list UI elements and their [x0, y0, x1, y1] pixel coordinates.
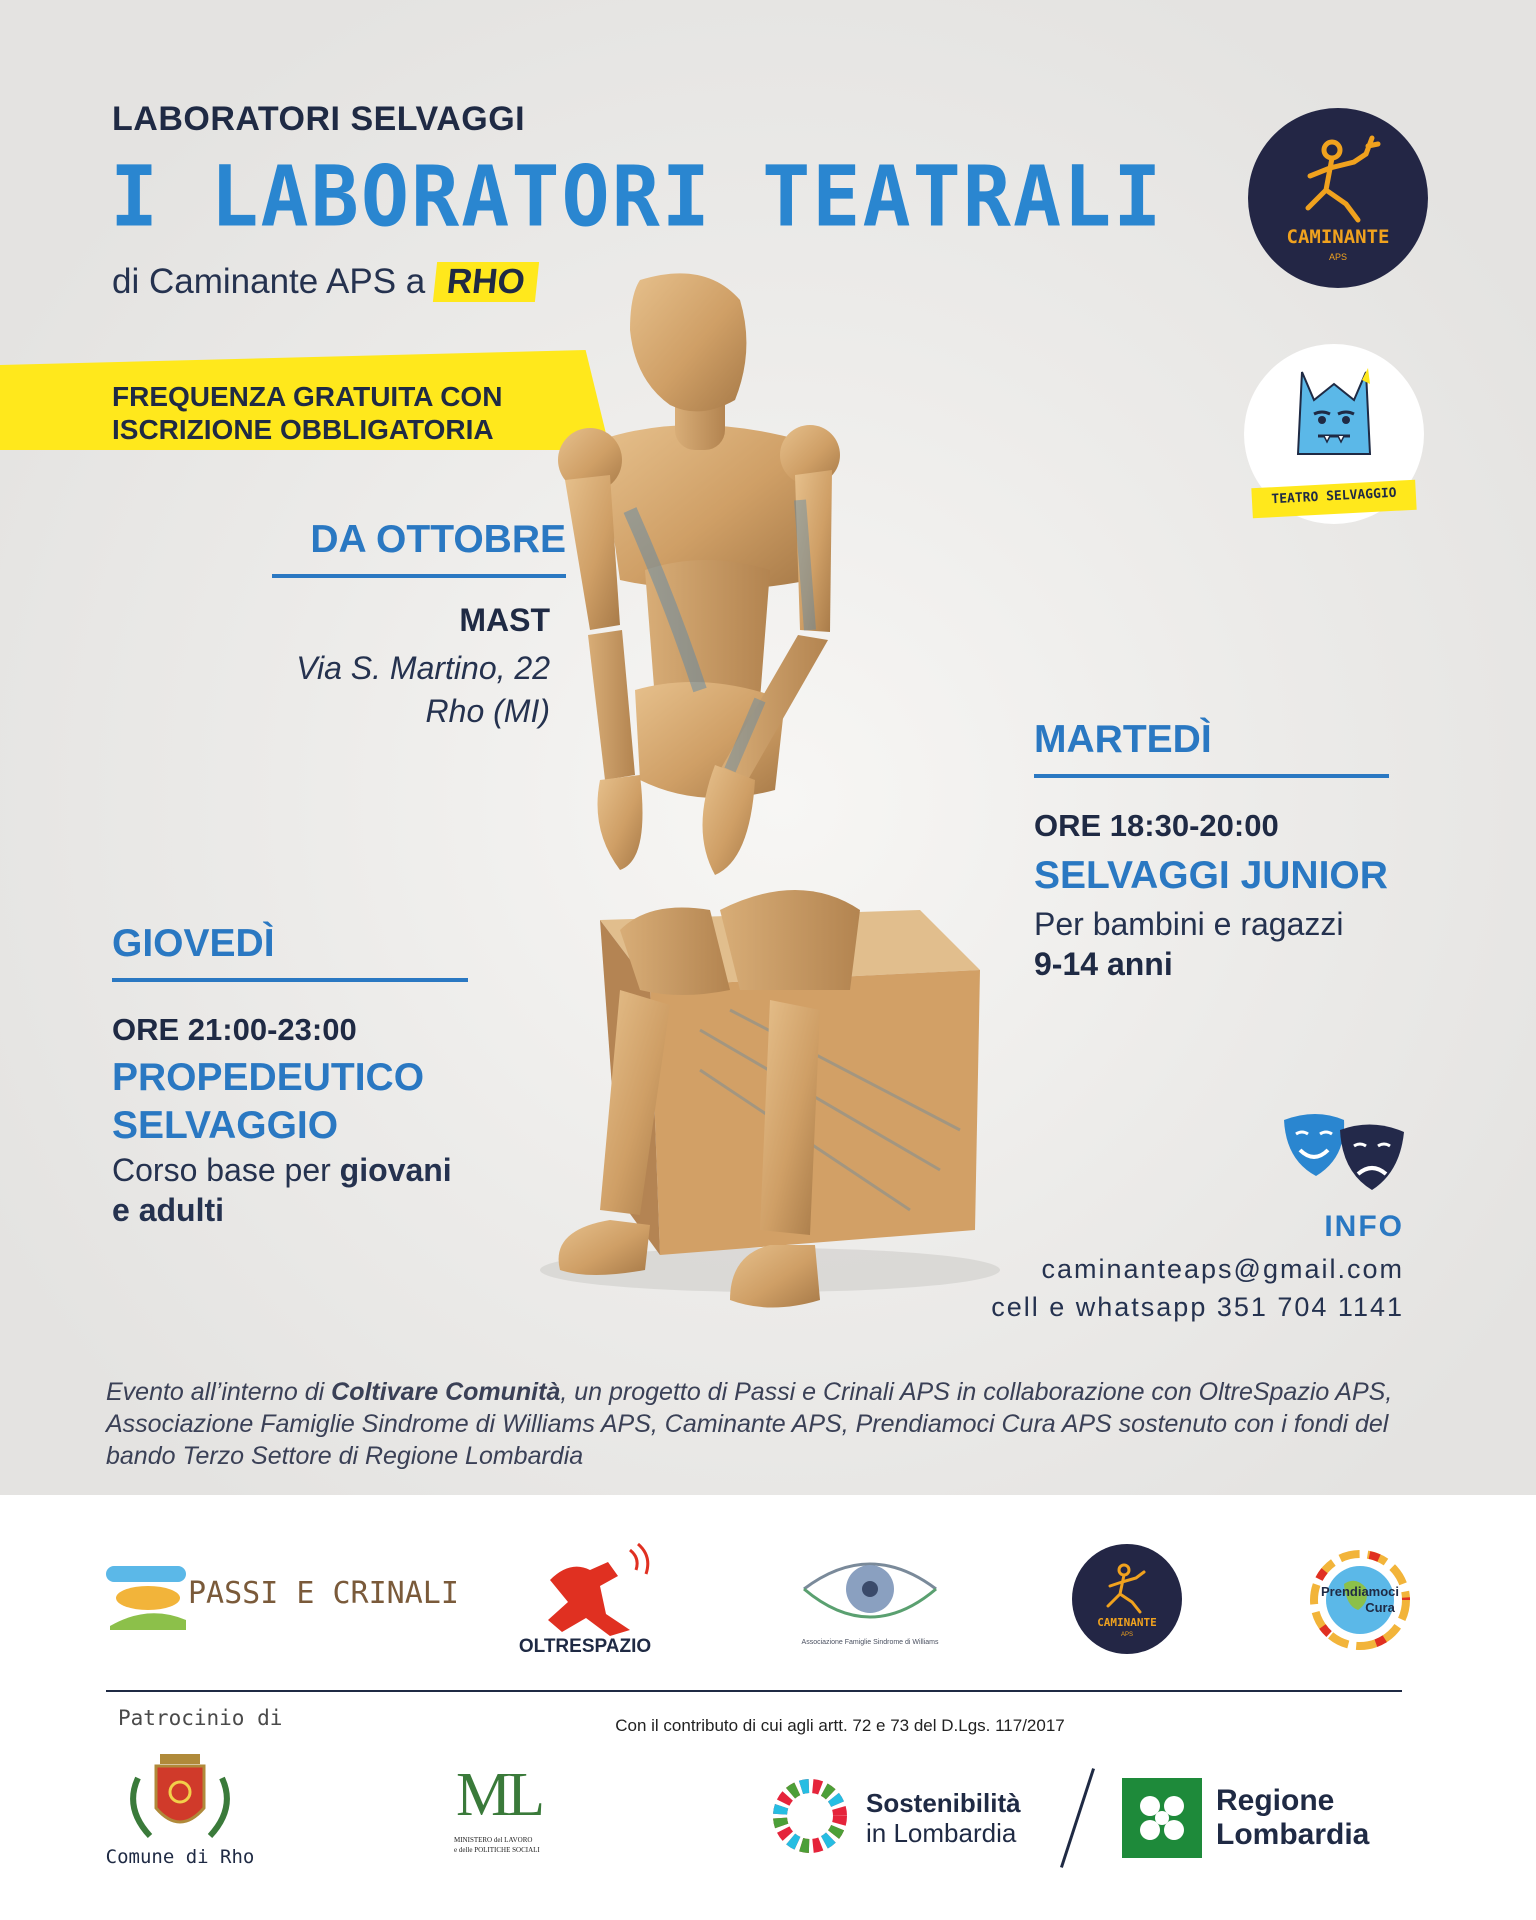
patrocinio-label: Patrocinio di — [118, 1706, 283, 1730]
info-heading: INFO — [1324, 1210, 1404, 1243]
tuesday-heading: MARTEDÌ — [1034, 718, 1389, 778]
caminante-partner-name: CAMINANTE — [1097, 1616, 1157, 1629]
thursday-course-line-2: SELVAGGIO — [112, 1104, 339, 1147]
venue-address-1: Via S. Martino, 22 — [296, 650, 550, 686]
tuesday-course: SELVAGGI JUNIOR — [1034, 854, 1388, 897]
info-phone[interactable]: cell e whatsapp 351 704 1141 — [991, 1292, 1404, 1322]
footnote-project-name: Coltivare Comunità — [331, 1378, 561, 1406]
ministero-monogram: ML — [456, 1761, 541, 1829]
prendiamoci-line-1: Prendiamoci — [1320, 1584, 1400, 1599]
teatro-logo-name: TEATRO SELVAGGIO — [1271, 485, 1397, 508]
caminante-partner-logo — [1072, 1544, 1182, 1654]
sostenibilita-line-2: in Lombardia — [866, 1818, 1017, 1848]
ministero-logo — [440, 1760, 580, 1870]
venue-address-2: Rho (MI) — [425, 693, 550, 729]
thursday-heading: GIOVEDÌ — [112, 922, 468, 982]
theatre-masks-icon — [1280, 1110, 1408, 1194]
subtitle-prefix: di Caminante APS a — [112, 262, 426, 301]
thursday-course-line-1: PROPEDEUTICO — [112, 1056, 425, 1099]
thursday-desc-prefix: Corso base per — [112, 1152, 331, 1188]
footnote-after: , un progetto di Passi e Crinali APS in collaborazione con OltreSpazio APS, Associazione Famiglie Sindrome di Williams APS, Caminante APS, Prendiamoci Cura APS sostenuto con i fondi del bando Terzo Settore di Regione Lombardia — [106, 1378, 1393, 1470]
coat-of-arms-icon — [110, 1748, 250, 1848]
regione-line-2: Lombardia — [1216, 1818, 1370, 1851]
oltrespazio-name: OLTRESPAZIO — [518, 1636, 652, 1657]
regione-line-1: Regione — [1216, 1784, 1335, 1817]
eye-icon — [790, 1545, 950, 1635]
thursday-time: ORE 21:00-23:00 — [112, 1012, 357, 1047]
page-title: I LABORATORI TEATRALI — [110, 147, 1164, 246]
banner-text — [112, 380, 502, 446]
info-lines — [880, 1250, 1404, 1326]
city-highlight: RHO — [433, 262, 539, 302]
tuesday-age: 9-14 anni — [1034, 946, 1173, 982]
sostenibilita-lombardia-logo — [770, 1776, 1050, 1866]
thursday-description — [112, 1150, 532, 1230]
info-email[interactable]: caminanteaps@gmail.com — [1041, 1254, 1404, 1284]
jumping-figure-icon — [490, 1540, 680, 1640]
footer-divider — [106, 1690, 1402, 1692]
williams-association-logo — [790, 1545, 950, 1655]
thursday-desc-bold-1: giovani — [339, 1152, 452, 1188]
caminante-logo-sub: APS — [1328, 252, 1347, 262]
eyebrow: LABORATORI SELVAGGI — [112, 100, 526, 138]
sostenibilita-line-1: Sostenibilità — [866, 1788, 1021, 1818]
comune-di-rho-logo — [105, 1748, 255, 1868]
hills-icon — [104, 1560, 190, 1632]
comune-di-rho-name: Comune di Rho — [105, 1846, 255, 1868]
tuesday-description: Per bambini e ragazzi — [1034, 906, 1344, 942]
regione-emblem — [1122, 1778, 1202, 1858]
passi-e-crinali-logo — [104, 1560, 459, 1632]
oltrespazio-logo — [490, 1540, 680, 1660]
prendiamoci-cura-logo — [1300, 1540, 1420, 1660]
sdg-wheel-icon — [770, 1776, 850, 1856]
williams-association-name: Associazione Famiglie Sindrome di Williams — [801, 1639, 939, 1646]
regione-lombardia-logo — [1122, 1778, 1422, 1862]
caminante-partner-sub: APS — [1120, 1632, 1133, 1638]
caminante-logo — [1248, 108, 1428, 288]
project-footnote — [106, 1376, 1446, 1472]
ministero-line-1: MINISTERO del LAVORO — [454, 1836, 533, 1844]
wooden-mannequin-illustration — [470, 270, 1030, 1320]
tuesday-time: ORE 18:30-20:00 — [1034, 808, 1279, 843]
teatro-selvaggio-logo — [1244, 344, 1424, 524]
prendiamoci-line-2: Cura — [1365, 1600, 1395, 1615]
ministero-line-2: e delle POLITICHE SOCIALI — [454, 1846, 540, 1854]
passi-e-crinali-name: PASSI E CRINALI — [188, 1576, 459, 1611]
contributo-label: Con il contributo di cui agli artt. 72 e 73 del D.Lgs. 117/2017 — [615, 1716, 1065, 1735]
venue-name: MAST — [459, 602, 550, 638]
banner-line-2: ISCRIZIONE OBBLIGATORIA — [112, 414, 494, 445]
banner-line-1: FREQUENZA GRATUITA CON — [112, 381, 503, 412]
footnote-before: Evento all’interno di — [106, 1378, 325, 1406]
start-heading: DA OTTOBRE — [272, 518, 566, 578]
regione-rose-icon — [1122, 1778, 1202, 1858]
thursday-desc-bold-2: e adulti — [112, 1192, 225, 1228]
caminante-logo-name: CAMINANTE — [1286, 226, 1390, 248]
